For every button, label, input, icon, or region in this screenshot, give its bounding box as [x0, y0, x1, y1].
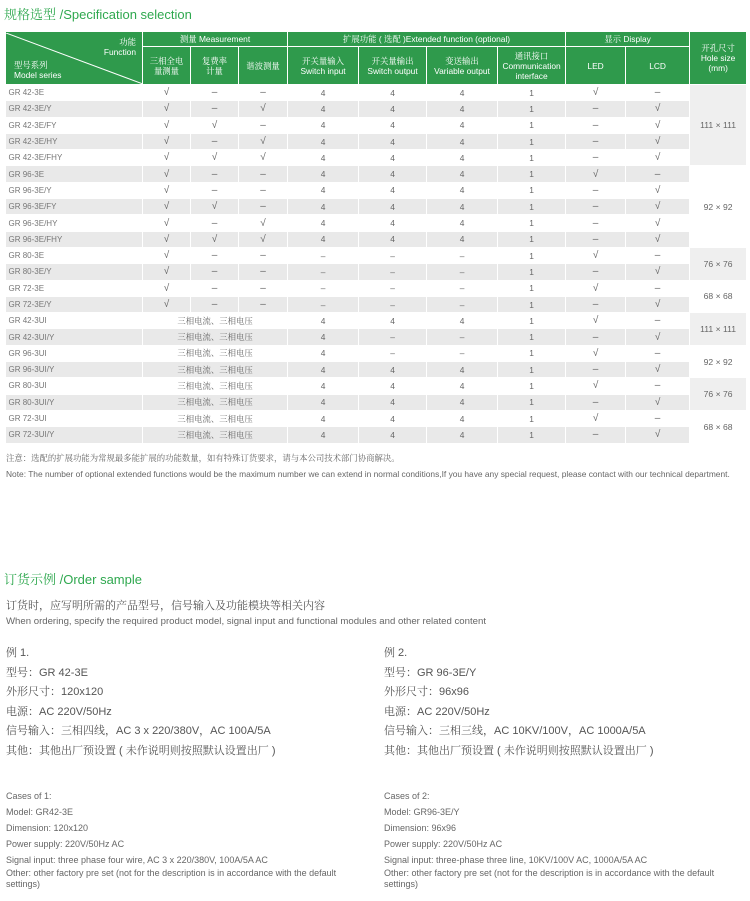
example-2-other: 其他：其他出厂预设置 ( 未作说明则按照默认设置出厂 ): [384, 744, 654, 757]
variable-output-cell: 4: [427, 378, 498, 394]
example-1-model: 型号：GR 42-3E: [6, 666, 88, 679]
led-cell: –: [566, 362, 626, 378]
harmonic-cell: –: [239, 117, 288, 133]
switch-input-cell: 4: [288, 313, 359, 329]
led-cell: √: [566, 378, 626, 394]
switch-input-cell: 4: [288, 150, 359, 166]
lcd-cell: √: [626, 199, 690, 215]
switch-input-cell: 4: [288, 215, 359, 231]
switch-output-cell: 4: [359, 166, 427, 182]
lcd-cell: –: [626, 166, 690, 182]
hole-size-cell: 111 × 111: [690, 85, 747, 166]
hole-size-cell: 92 × 92: [690, 166, 747, 247]
switch-input-cell: 4: [288, 166, 359, 182]
model-cell: GR 96-3E/FHY: [6, 231, 143, 247]
case-1-other: Other: other factory pre set (not for the description is in accordance with the default settings): [6, 868, 337, 889]
communication-cell: 1: [498, 182, 566, 198]
hole-size-cell: 92 × 92: [690, 345, 747, 378]
switch-input-cell: 4: [288, 101, 359, 117]
three-phase-cell: √: [143, 166, 191, 182]
three-phase-cell: √: [143, 296, 191, 312]
extended-group-header: 扩展功能 ( 选配 )Extended function (optional): [288, 32, 566, 47]
model-cell: GR 42-3E: [6, 85, 143, 101]
model-cell: GR 42-3E/FHY: [6, 150, 143, 166]
variable-output-cell: 4: [427, 215, 498, 231]
hole-size-cell: 111 × 111: [690, 313, 747, 346]
model-cell: GR 96-3UI/Y: [6, 362, 143, 378]
model-cell: GR 96-3UI: [6, 345, 143, 361]
switch-input-cell: 4: [288, 378, 359, 394]
order-section-title: 订货示例 /Order sample: [4, 572, 142, 587]
led-cell: –: [566, 427, 626, 443]
model-cell: GR 80-3E/Y: [6, 264, 143, 280]
led-cell: √: [566, 313, 626, 329]
measurement-cell: 三相电流、三相电压: [143, 329, 288, 345]
switch-input-cell: –: [288, 247, 359, 263]
switch-output-cell: 4: [359, 410, 427, 426]
switch-output-cell: –: [359, 247, 427, 263]
lcd-cell: –: [626, 247, 690, 263]
lcd-cell: √: [626, 362, 690, 378]
switch-output-cell: –: [359, 345, 427, 361]
hole-size-cell: 68 × 68: [690, 410, 747, 443]
measurement-cell: 三相电流、三相电压: [143, 313, 288, 329]
harmonic-cell: √: [239, 101, 288, 117]
three-phase-cell: √: [143, 264, 191, 280]
table-row: [6, 427, 747, 443]
lcd-cell: –: [626, 410, 690, 426]
case-2-model: Model: GR96-3E/Y: [384, 806, 460, 817]
led-cell: –: [566, 329, 626, 345]
harmonic-cell: –: [239, 247, 288, 263]
order-intro-cn: 订货时，应写明所需的产品型号，信号输入及功能模块等相关内容: [6, 600, 325, 612]
communication-cell: 1: [498, 264, 566, 280]
switch-input-cell: 4: [288, 394, 359, 410]
switch-output-cell: 4: [359, 199, 427, 215]
harmonic-cell: –: [239, 296, 288, 312]
led-cell: √: [566, 166, 626, 182]
variable-output-cell: 4: [427, 313, 498, 329]
measurement-cell: 三相电流、三相电压: [143, 394, 288, 410]
model-cell: GR 80-3UI/Y: [6, 394, 143, 410]
communication-cell: 1: [498, 215, 566, 231]
three-phase-cell: √: [143, 182, 191, 198]
col-variable-output: 变送输出 Variable output: [427, 47, 498, 85]
example-2-model: 型号：GR 96-3E/Y: [384, 666, 477, 679]
model-cell: GR 96-3E/Y: [6, 182, 143, 198]
led-cell: –: [566, 215, 626, 231]
communication-cell: 1: [498, 378, 566, 394]
rate-cell: –: [191, 182, 239, 198]
switch-output-cell: 4: [359, 215, 427, 231]
three-phase-cell: √: [143, 280, 191, 296]
led-cell: √: [566, 247, 626, 263]
lcd-cell: √: [626, 150, 690, 166]
lcd-cell: –: [626, 85, 690, 101]
table-row: [6, 362, 747, 378]
measurement-cell: 三相电流、三相电压: [143, 345, 288, 361]
switch-output-cell: –: [359, 296, 427, 312]
switch-output-cell: 4: [359, 101, 427, 117]
table-row: [6, 313, 747, 329]
led-cell: –: [566, 150, 626, 166]
lcd-cell: √: [626, 215, 690, 231]
three-phase-cell: √: [143, 117, 191, 133]
switch-output-cell: 4: [359, 231, 427, 247]
harmonic-cell: √: [239, 150, 288, 166]
measurement-group-header: 测量 Measurement: [143, 32, 288, 47]
lcd-cell: √: [626, 329, 690, 345]
three-phase-cell: √: [143, 133, 191, 149]
switch-input-cell: 4: [288, 85, 359, 101]
communication-cell: 1: [498, 199, 566, 215]
harmonic-cell: –: [239, 199, 288, 215]
case-2-other: Other: other factory pre set (not for the description is in accordance with the default settings): [384, 868, 715, 889]
switch-input-cell: 4: [288, 199, 359, 215]
three-phase-cell: √: [143, 247, 191, 263]
rate-cell: –: [191, 215, 239, 231]
case-2: [384, 789, 749, 889]
model-cell: GR 72-3E: [6, 280, 143, 296]
function-model-header: [6, 32, 143, 85]
switch-input-cell: 4: [288, 117, 359, 133]
example-2: [384, 644, 654, 761]
display-group-header: 显示 Display: [566, 32, 690, 47]
three-phase-cell: √: [143, 101, 191, 117]
rate-cell: –: [191, 101, 239, 117]
hole-size-cell: 76 × 76: [690, 378, 747, 411]
switch-input-cell: 4: [288, 133, 359, 149]
col-harmonic: 谐波测量: [239, 47, 288, 85]
table-row: [6, 231, 747, 247]
harmonic-cell: –: [239, 85, 288, 101]
table-row: [6, 394, 747, 410]
switch-output-cell: –: [359, 264, 427, 280]
variable-output-cell: –: [427, 296, 498, 312]
lcd-cell: √: [626, 296, 690, 312]
switch-output-cell: –: [359, 329, 427, 345]
table-row: [6, 264, 747, 280]
switch-output-cell: 4: [359, 85, 427, 101]
case-2-power: Power supply: 220V/50Hz AC: [384, 838, 503, 849]
switch-input-cell: 4: [288, 231, 359, 247]
communication-cell: 1: [498, 329, 566, 345]
lcd-cell: √: [626, 133, 690, 149]
switch-input-cell: 4: [288, 427, 359, 443]
table-row: [6, 215, 747, 231]
case-1-signal: Signal input: three phase four wire, AC 3 x 220/380V, 100A/5A AC: [6, 854, 268, 865]
variable-output-cell: 4: [427, 150, 498, 166]
variable-output-cell: 4: [427, 85, 498, 101]
table-row: [6, 85, 747, 101]
model-label-cn: 型号系列: [14, 59, 48, 70]
hole-size-header: 开孔尺寸 Hole size (mm): [690, 32, 747, 85]
communication-cell: 1: [498, 427, 566, 443]
model-cell: GR 42-3UI/Y: [6, 329, 143, 345]
model-cell: GR 42-3E/HY: [6, 133, 143, 149]
example-2-title: 例 2.: [384, 647, 408, 659]
measurement-cell: 三相电流、三相电压: [143, 378, 288, 394]
variable-output-cell: 4: [427, 182, 498, 198]
model-label-en: Model series: [14, 69, 62, 80]
table-row: [6, 247, 747, 263]
rate-cell: √: [191, 199, 239, 215]
switch-input-cell: –: [288, 296, 359, 312]
table-row: [6, 296, 747, 312]
communication-cell: 1: [498, 296, 566, 312]
model-cell: GR 80-3UI: [6, 378, 143, 394]
communication-cell: 1: [498, 345, 566, 361]
harmonic-cell: –: [239, 280, 288, 296]
switch-output-cell: 4: [359, 313, 427, 329]
led-cell: –: [566, 231, 626, 247]
harmonic-cell: √: [239, 215, 288, 231]
harmonic-cell: √: [239, 133, 288, 149]
hole-size-cell: 76 × 76: [690, 247, 747, 280]
case-2-dimension: Dimension: 96x96: [384, 822, 457, 833]
rate-cell: –: [191, 296, 239, 312]
communication-cell: 1: [498, 150, 566, 166]
table-row: [6, 378, 747, 394]
note-cn: 注意：选配的扩展功能为常规最多能扩展的功能数量，如有特殊订货要求，请与本公司技术部门协商解决。: [6, 453, 400, 463]
led-cell: –: [566, 394, 626, 410]
communication-cell: 1: [498, 231, 566, 247]
model-cell: GR 72-3UI/Y: [6, 427, 143, 443]
hole-size-cell: 68 × 68: [690, 280, 747, 313]
switch-output-cell: 4: [359, 133, 427, 149]
rate-cell: √: [191, 231, 239, 247]
col-led: LED: [566, 47, 626, 85]
switch-output-cell: 4: [359, 394, 427, 410]
switch-input-cell: 4: [288, 410, 359, 426]
table-row: [6, 166, 747, 182]
rate-cell: √: [191, 117, 239, 133]
table-row: [6, 101, 747, 117]
spec-table: [5, 31, 747, 444]
communication-cell: 1: [498, 410, 566, 426]
variable-output-cell: 4: [427, 231, 498, 247]
col-three-phase: 三相全电 量测量: [143, 47, 191, 85]
led-cell: √: [566, 280, 626, 296]
switch-input-cell: 4: [288, 329, 359, 345]
example-1-power: 电源：AC 220V/50Hz: [6, 705, 112, 718]
led-cell: –: [566, 296, 626, 312]
model-cell: GR 72-3E/Y: [6, 296, 143, 312]
switch-output-cell: 4: [359, 117, 427, 133]
lcd-cell: √: [626, 101, 690, 117]
switch-output-cell: –: [359, 280, 427, 296]
three-phase-cell: √: [143, 231, 191, 247]
lcd-cell: –: [626, 313, 690, 329]
table-row: [6, 117, 747, 133]
communication-cell: 1: [498, 85, 566, 101]
col-lcd: LCD: [626, 47, 690, 85]
communication-cell: 1: [498, 166, 566, 182]
switch-input-cell: –: [288, 280, 359, 296]
table-row: [6, 280, 747, 296]
switch-output-cell: 4: [359, 150, 427, 166]
rate-cell: –: [191, 280, 239, 296]
table-row: [6, 150, 747, 166]
variable-output-cell: 4: [427, 166, 498, 182]
model-cell: GR 96-3E: [6, 166, 143, 182]
note-en: Note: The number of optional extended functions would be the maximum number we can extend in normal conditions,If you have any special request, please contact with our technical department.: [6, 469, 730, 479]
example-1: [6, 644, 276, 761]
lcd-cell: √: [626, 117, 690, 133]
three-phase-cell: √: [143, 215, 191, 231]
switch-output-cell: 4: [359, 378, 427, 394]
communication-cell: 1: [498, 101, 566, 117]
variable-output-cell: 4: [427, 394, 498, 410]
communication-cell: 1: [498, 280, 566, 296]
model-cell: GR 42-3E/FY: [6, 117, 143, 133]
example-1-other: 其他：其他出厂预设置 ( 未作说明则按照默认设置出厂 ): [6, 744, 276, 757]
lcd-cell: √: [626, 182, 690, 198]
rate-cell: –: [191, 264, 239, 280]
lcd-cell: √: [626, 394, 690, 410]
communication-cell: 1: [498, 362, 566, 378]
led-cell: √: [566, 345, 626, 361]
lcd-cell: √: [626, 264, 690, 280]
variable-output-cell: –: [427, 345, 498, 361]
rate-cell: –: [191, 133, 239, 149]
switch-output-cell: 4: [359, 182, 427, 198]
lcd-cell: √: [626, 231, 690, 247]
led-cell: –: [566, 264, 626, 280]
communication-cell: 1: [498, 117, 566, 133]
rate-cell: –: [191, 166, 239, 182]
led-cell: –: [566, 101, 626, 117]
variable-output-cell: –: [427, 329, 498, 345]
communication-cell: 1: [498, 133, 566, 149]
model-cell: GR 96-3E/HY: [6, 215, 143, 231]
example-1-signal: 信号输入：三相四线，AC 3 x 220/380V，AC 100A/5A: [6, 725, 271, 737]
rate-cell: –: [191, 85, 239, 101]
spec-table-body: [6, 85, 747, 444]
variable-output-cell: 4: [427, 133, 498, 149]
example-2-power: 电源：AC 220V/50Hz: [384, 705, 490, 718]
spec-section-title: 规格选型 /Specification selection: [4, 7, 192, 22]
example-1-title: 例 1.: [6, 647, 30, 659]
measurement-cell: 三相电流、三相电压: [143, 410, 288, 426]
case-1-dimension: Dimension: 120x120: [6, 822, 89, 833]
model-cell: GR 42-3E/Y: [6, 101, 143, 117]
variable-output-cell: 4: [427, 199, 498, 215]
lcd-cell: –: [626, 378, 690, 394]
order-intro-en: When ordering, specify the required product model, signal input and functional modules and other related content: [6, 616, 486, 627]
switch-input-cell: 4: [288, 182, 359, 198]
table-row: [6, 182, 747, 198]
measurement-cell: 三相电流、三相电压: [143, 362, 288, 378]
col-rate: 复费率 计量: [191, 47, 239, 85]
communication-cell: 1: [498, 247, 566, 263]
case-1: [6, 789, 371, 889]
col-switch-output: 开关量输出 Switch output: [359, 47, 427, 85]
function-label-cn: 功能: [119, 36, 136, 47]
model-cell: GR 42-3UI: [6, 313, 143, 329]
variable-output-cell: 4: [427, 101, 498, 117]
lcd-cell: √: [626, 427, 690, 443]
led-cell: –: [566, 199, 626, 215]
led-cell: √: [566, 410, 626, 426]
rate-cell: √: [191, 150, 239, 166]
three-phase-cell: √: [143, 150, 191, 166]
case-1-model: Model: GR42-3E: [6, 806, 74, 817]
table-row: [6, 345, 747, 361]
switch-output-cell: 4: [359, 427, 427, 443]
case-2-signal: Signal input: three-phase three line, 10KV/100V AC, 1000A/5A AC: [384, 854, 648, 865]
example-2-size: 外形尺寸：96x96: [384, 686, 469, 698]
table-row: [6, 133, 747, 149]
harmonic-cell: –: [239, 166, 288, 182]
variable-output-cell: –: [427, 264, 498, 280]
table-row: [6, 329, 747, 345]
communication-cell: 1: [498, 394, 566, 410]
model-cell: GR 72-3UI: [6, 410, 143, 426]
variable-output-cell: 4: [427, 410, 498, 426]
table-row: [6, 410, 747, 426]
col-switch-input: 开关量输入 Switch input: [288, 47, 359, 85]
three-phase-cell: √: [143, 85, 191, 101]
variable-output-cell: –: [427, 247, 498, 263]
example-1-size: 外形尺寸：120x120: [6, 686, 104, 698]
variable-output-cell: –: [427, 280, 498, 296]
led-cell: √: [566, 85, 626, 101]
measurement-cell: 三相电流、三相电压: [143, 427, 288, 443]
table-row: [6, 199, 747, 215]
switch-input-cell: 4: [288, 345, 359, 361]
harmonic-cell: √: [239, 231, 288, 247]
function-label-en: Function: [103, 46, 136, 57]
rate-cell: –: [191, 247, 239, 263]
case-2-title: Cases of 2:: [384, 791, 430, 801]
case-1-power: Power supply: 220V/50Hz AC: [6, 838, 125, 849]
harmonic-cell: –: [239, 182, 288, 198]
model-cell: GR 80-3E: [6, 247, 143, 263]
led-cell: –: [566, 182, 626, 198]
example-2-signal: 信号输入：三相三线，AC 10KV/100V，AC 1000A/5A: [384, 725, 646, 737]
switch-input-cell: –: [288, 264, 359, 280]
harmonic-cell: –: [239, 264, 288, 280]
lcd-cell: –: [626, 280, 690, 296]
lcd-cell: –: [626, 345, 690, 361]
three-phase-cell: √: [143, 199, 191, 215]
led-cell: –: [566, 133, 626, 149]
model-cell: GR 96-3E/FY: [6, 199, 143, 215]
variable-output-cell: 4: [427, 362, 498, 378]
col-communication: 通讯接口 Communication interface: [498, 47, 566, 85]
variable-output-cell: 4: [427, 427, 498, 443]
variable-output-cell: 4: [427, 117, 498, 133]
led-cell: –: [566, 117, 626, 133]
case-1-title: Cases of 1:: [6, 791, 52, 801]
switch-output-cell: 4: [359, 362, 427, 378]
communication-cell: 1: [498, 313, 566, 329]
switch-input-cell: 4: [288, 362, 359, 378]
